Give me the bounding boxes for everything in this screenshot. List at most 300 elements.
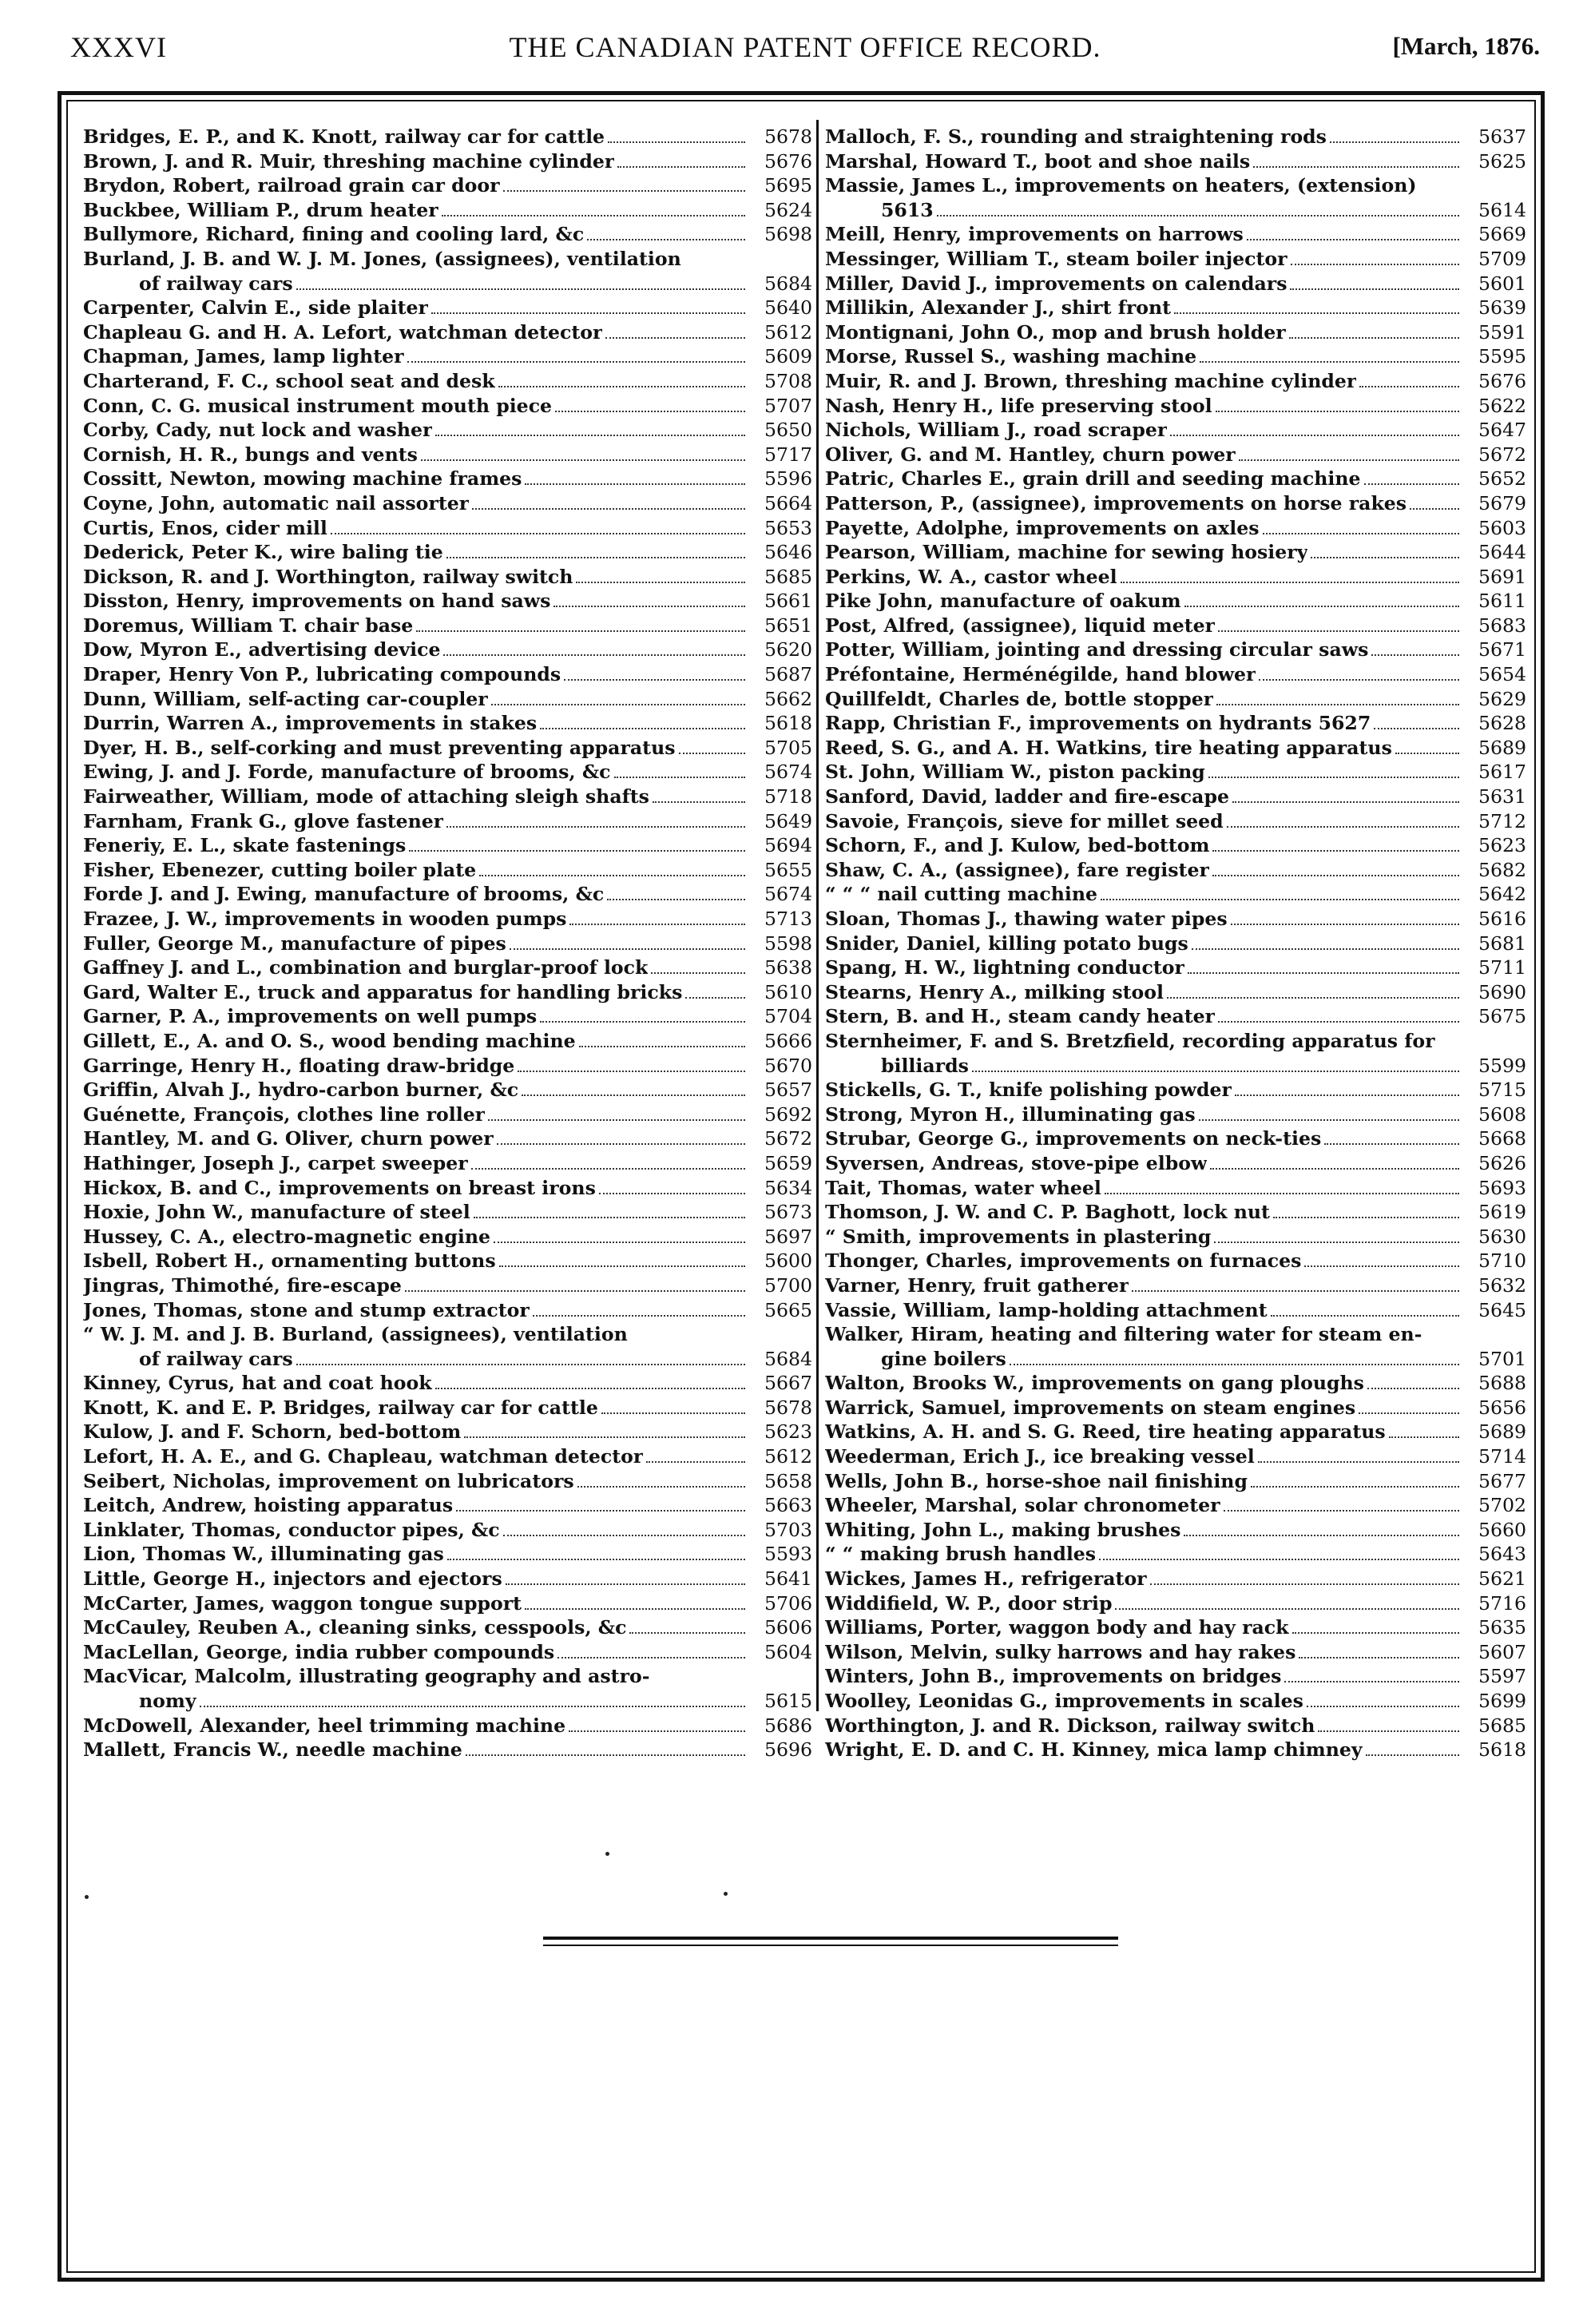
index-entry xyxy=(825,443,1526,467)
index-entry xyxy=(825,1640,1526,1665)
entry-text: Kulow, J. and F. Schorn, bed-bottom xyxy=(83,1420,462,1444)
entry-text: Winters, John B., improvements on bridges xyxy=(825,1665,1282,1688)
entry-text: Carpenter, Calvin E., side plaiter xyxy=(83,296,428,320)
index-entry xyxy=(825,1151,1526,1176)
index-entry xyxy=(83,320,812,345)
index-entry xyxy=(825,1444,1526,1469)
entry-text: Pearson, William, machine for sewing hosiery xyxy=(825,541,1308,564)
dot-leader xyxy=(972,1071,1459,1072)
dot-leader xyxy=(685,997,745,999)
index-entry xyxy=(825,369,1526,394)
dot-leader xyxy=(1359,1412,1459,1414)
patent-number: 5675 xyxy=(1478,1005,1526,1028)
entry-text: Quillfeldt, Charles de, bottle stopper xyxy=(825,687,1214,710)
index-entry xyxy=(83,638,812,662)
dot-leader xyxy=(1374,728,1459,729)
index-entry xyxy=(825,418,1526,443)
index-entry xyxy=(83,369,812,394)
entry-text: Strong, Myron H., illuminating gas xyxy=(825,1102,1196,1126)
entry-text: Fuller, George M., manufacture of pipes xyxy=(83,932,506,955)
dot-leader xyxy=(1188,972,1459,974)
entry-text: Seibert, Nicholas, improvement on lubricators xyxy=(83,1469,574,1492)
index-entry xyxy=(83,565,812,590)
patent-number: 5664 xyxy=(764,491,812,514)
patent-number: 5673 xyxy=(764,1201,812,1224)
index-entry xyxy=(825,1567,1526,1591)
index-entry xyxy=(825,1371,1526,1396)
patent-number: 5711 xyxy=(1478,956,1526,979)
entry-text: Durrin, Warren A., improvements in stakes xyxy=(83,712,538,735)
entry-text: Dow, Myron E., advertising device xyxy=(83,638,441,661)
index-entry xyxy=(83,467,812,491)
index-entry xyxy=(825,858,1526,883)
entry-text: Corby, Cady, nut lock and washer xyxy=(83,419,433,442)
patent-number: 5694 xyxy=(764,834,812,857)
dot-leader xyxy=(474,1217,745,1218)
patent-number: 5649 xyxy=(764,809,812,832)
entry-text: Oliver, G. and M. Hantley, churn power xyxy=(825,443,1236,466)
entry-text: Marshal, Howard T., boot and shoe nails xyxy=(825,149,1251,173)
issue-date: [March, 1876. xyxy=(1392,32,1540,60)
entry-text: Wells, John B., horse-shoe nail finishing xyxy=(825,1469,1248,1492)
patent-number: 5617 xyxy=(1478,761,1526,784)
index-entry xyxy=(825,467,1526,491)
entry-text: Sanford, David, ladder and fire-escape xyxy=(825,785,1229,808)
patent-number: 5654 xyxy=(1478,663,1526,686)
index-entry xyxy=(825,638,1526,662)
index-entry xyxy=(825,1689,1526,1714)
entry-text: Hussey, C. A., electro-magnetic engine xyxy=(83,1225,490,1248)
dot-leader xyxy=(1192,948,1459,950)
patent-number: 5685 xyxy=(1478,1714,1526,1737)
index-entry xyxy=(83,736,812,761)
entry-text: Brydon, Robert, railroad grain car door xyxy=(83,174,500,197)
index-entry xyxy=(825,1420,1526,1444)
patent-number: 5646 xyxy=(764,541,812,564)
patent-number: 5661 xyxy=(764,590,812,613)
dot-leader xyxy=(464,1436,745,1438)
entry-text: Dickson, R. and J. Worthington, railway switch xyxy=(83,565,573,588)
entry-text: Bullymore, Richard, fining and cooling lard, &c xyxy=(83,223,585,246)
patent-number: 5701 xyxy=(1478,1347,1526,1370)
patent-number: 5657 xyxy=(764,1079,812,1102)
patent-number: 5695 xyxy=(764,174,812,197)
entry-text: Walker, Hiram, heating and filtering water for steam en- xyxy=(825,1323,1422,1346)
entry-text: Stern, B. and H., steam candy heater xyxy=(825,1005,1216,1028)
index-entry xyxy=(825,565,1526,590)
dot-leader xyxy=(1235,1094,1459,1096)
index-entry xyxy=(825,809,1526,834)
patent-number: 5672 xyxy=(1478,443,1526,466)
dot-leader xyxy=(442,215,745,217)
dot-leader xyxy=(1174,312,1459,314)
dot-leader xyxy=(1330,141,1459,143)
patent-number: 5625 xyxy=(1478,149,1526,173)
dot-leader xyxy=(1311,557,1459,558)
page-header xyxy=(70,30,1540,75)
dot-leader xyxy=(479,875,745,876)
patent-number: 5652 xyxy=(1478,467,1526,491)
index-entry xyxy=(83,589,812,614)
entry-text: Meill, Henry, improvements on harrows xyxy=(825,223,1244,246)
entry-text: Payette, Adolphe, improvements on axles xyxy=(825,516,1260,539)
dot-leader xyxy=(1105,1193,1459,1194)
entry-text: of railway cars xyxy=(139,272,293,295)
dot-leader xyxy=(1318,1730,1459,1732)
entry-text: “ W. J. M. and J. B. Burland, (assignees), ventilation xyxy=(83,1323,628,1346)
patent-number: 5707 xyxy=(764,394,812,417)
index-entry xyxy=(83,1102,812,1127)
dot-leader xyxy=(605,337,745,339)
patent-number: 5628 xyxy=(1478,712,1526,735)
patent-number: 5687 xyxy=(764,663,812,686)
patent-number: 5624 xyxy=(764,198,812,221)
entry-text: McCarter, James, waggon tongue support xyxy=(83,1591,522,1615)
dot-leader xyxy=(525,1608,745,1610)
entry-text: Lion, Thomas W., illuminating gas xyxy=(83,1543,444,1566)
entry-text: Dyer, H. B., self-corking and must preventing apparatus xyxy=(83,736,676,759)
entry-text: billiards xyxy=(881,1054,969,1077)
dot-leader xyxy=(1291,264,1459,265)
patent-number: 5716 xyxy=(1478,1591,1526,1615)
patent-number: 5693 xyxy=(1478,1176,1526,1199)
index-entry xyxy=(825,1249,1526,1273)
dot-leader xyxy=(1304,1265,1459,1267)
index-entry xyxy=(825,1591,1526,1616)
dot-leader xyxy=(1208,777,1459,778)
patent-number: 5621 xyxy=(1478,1567,1526,1591)
entry-text: Guénette, François, clothes line roller xyxy=(83,1102,486,1126)
patent-number: 5645 xyxy=(1478,1298,1526,1321)
patent-number: 5642 xyxy=(1478,883,1526,906)
dot-leader xyxy=(456,1510,745,1512)
entry-text: Ewing, J. and J. Forde, manufacture of brooms, &c xyxy=(83,761,611,784)
index-entry xyxy=(83,1444,812,1469)
dot-leader xyxy=(646,1461,745,1463)
closing-rule xyxy=(543,1937,1118,1951)
entry-text: Dunn, William, self-acting car-coupler xyxy=(83,687,488,710)
patent-number: 5698 xyxy=(764,223,812,246)
dot-leader xyxy=(608,141,745,143)
index-entry xyxy=(825,1322,1526,1347)
dot-leader xyxy=(510,948,745,950)
patent-number: 5597 xyxy=(1478,1665,1526,1688)
dot-leader xyxy=(1366,1754,1459,1756)
entry-text: Garner, P. A., improvements on well pumps xyxy=(83,1005,538,1028)
dot-leader xyxy=(1184,1535,1459,1536)
patent-number: 5672 xyxy=(764,1127,812,1150)
index-entry xyxy=(825,1542,1526,1567)
dot-leader xyxy=(1167,997,1459,999)
entry-text: Hickox, B. and C., improvements on breast irons xyxy=(83,1176,596,1199)
entry-text: Weederman, Erich J., ice breaking vessel xyxy=(825,1445,1255,1468)
patent-number: 5666 xyxy=(764,1029,812,1052)
entry-text: Chapleau G. and H. A. Lefort, watchman detector xyxy=(83,320,603,344)
dot-leader xyxy=(1271,1315,1459,1317)
dot-leader xyxy=(296,288,745,290)
entry-text: Bridges, E. P., and K. Knott, railway car for cattle xyxy=(83,125,605,148)
entry-text: Chapman, James, lamp lighter xyxy=(83,345,404,368)
index-entry xyxy=(83,296,812,320)
patent-number: 5696 xyxy=(764,1738,812,1762)
entry-text: MacVicar, Malcolm, illustrating geography and astro- xyxy=(83,1665,650,1688)
index-entry xyxy=(825,1225,1526,1249)
patent-number: 5611 xyxy=(1478,590,1526,613)
patent-number: 5663 xyxy=(764,1494,812,1517)
patent-number: 5658 xyxy=(764,1469,812,1492)
patent-number: 5639 xyxy=(1478,296,1526,320)
index-entry xyxy=(83,247,812,272)
entry-text: Conn, C. G. musical instrument mouth piece xyxy=(83,394,553,417)
patent-number: 5710 xyxy=(1478,1249,1526,1273)
index-entry xyxy=(83,1054,812,1079)
entry-text: Nichols, William J., road scraper xyxy=(825,419,1168,442)
index-entry xyxy=(83,394,812,419)
entry-text: Stearns, Henry A., milking stool xyxy=(825,980,1164,1003)
entry-text: nomy xyxy=(139,1690,196,1712)
dot-leader xyxy=(599,1193,745,1194)
index-entry xyxy=(83,785,812,809)
dot-leader xyxy=(518,1071,745,1072)
dot-leader xyxy=(1258,1461,1459,1463)
double-rule-top xyxy=(543,1937,1118,1940)
index-entry xyxy=(825,1102,1526,1127)
entry-text: Knott, K. and E. P. Bridges, railway car for cattle xyxy=(83,1396,598,1419)
patent-number: 5601 xyxy=(1478,272,1526,295)
index-entry xyxy=(825,1493,1526,1518)
patent-number: 5655 xyxy=(764,858,812,881)
dot-leader xyxy=(1289,337,1459,339)
entry-text: Draper, Henry Von P., lubricating compounds xyxy=(83,663,561,686)
index-entry xyxy=(83,1567,812,1591)
dot-leader xyxy=(1184,606,1459,607)
entry-text: Cornish, H. R., bungs and vents xyxy=(83,443,418,466)
index-entry xyxy=(83,1273,812,1298)
index-entry xyxy=(83,1347,812,1372)
entry-text: Thomson, J. W. and C. P. Baghott, lock nut xyxy=(825,1201,1270,1224)
patent-number: 5665 xyxy=(764,1298,812,1321)
patent-number: 5612 xyxy=(764,320,812,344)
dot-leader xyxy=(1227,826,1459,828)
patent-number: 5667 xyxy=(764,1372,812,1395)
entry-text: Sloan, Thomas J., thawing water pipes xyxy=(825,908,1228,930)
index-entry xyxy=(825,1054,1526,1079)
dot-leader xyxy=(937,215,1459,217)
index-entry xyxy=(83,1126,812,1151)
entry-text: Préfontaine, Herménégilde, hand blower xyxy=(825,663,1256,686)
index-entry xyxy=(825,1029,1526,1054)
index-entry xyxy=(825,736,1526,761)
entry-text: Nash, Henry H., life preserving stool xyxy=(825,394,1212,417)
dot-leader xyxy=(579,1046,745,1047)
patent-number: 5705 xyxy=(764,736,812,759)
patent-number: 5678 xyxy=(764,125,812,148)
patent-number: 5683 xyxy=(1478,614,1526,637)
index-entry xyxy=(83,833,812,858)
patent-number: 5596 xyxy=(764,467,812,491)
entry-text: Muir, R. and J. Brown, threshing machine cylinder xyxy=(825,369,1357,392)
entry-text: Savoie, François, sieve for millet seed xyxy=(825,809,1224,832)
entry-text: Malloch, F. S., rounding and straightening rods xyxy=(825,125,1327,148)
dot-leader xyxy=(503,190,745,192)
index-entry xyxy=(825,320,1526,345)
dot-leader xyxy=(1253,166,1459,168)
index-entry xyxy=(83,1151,812,1176)
index-entry xyxy=(825,833,1526,858)
index-entry xyxy=(825,1664,1526,1689)
entry-text: Feneriy, E. L., skate fastenings xyxy=(83,834,407,857)
dot-leader xyxy=(1224,1510,1459,1512)
patent-number: 5709 xyxy=(1478,247,1526,270)
index-entry xyxy=(825,125,1526,149)
entry-text: Hoxie, John W., manufacture of steel xyxy=(83,1201,470,1224)
index-entry xyxy=(83,1029,812,1054)
dot-leader xyxy=(540,728,745,729)
entry-text: Coyne, John, automatic nail assorter xyxy=(83,491,470,514)
dot-leader xyxy=(416,630,745,632)
index-entry xyxy=(83,418,812,443)
patent-number: 5647 xyxy=(1478,419,1526,442)
entry-text: Williams, Porter, waggon body and hay rack xyxy=(825,1616,1289,1639)
index-entry xyxy=(83,1591,812,1616)
patent-number: 5623 xyxy=(1478,834,1526,857)
patent-number: 5697 xyxy=(764,1225,812,1248)
index-entry xyxy=(825,711,1526,736)
entry-text: Morse, Russel S., washing machine xyxy=(825,345,1197,368)
entry-text: Snider, Daniel, killing potato bugs xyxy=(825,932,1188,955)
dot-leader xyxy=(1010,1364,1459,1365)
entry-text: Gaffney J. and L., combination and burglar-proof lock xyxy=(83,956,649,979)
patent-number: 5616 xyxy=(1478,908,1526,930)
patent-number: 5708 xyxy=(764,369,812,392)
patent-number: 5717 xyxy=(764,443,812,466)
patent-number: 5677 xyxy=(1478,1469,1526,1492)
entry-text: Varner, Henry, fruit gatherer xyxy=(825,1273,1129,1297)
dot-leader xyxy=(1284,1681,1459,1682)
index-entry xyxy=(83,1469,812,1494)
entry-text: Montignani, John O., mop and brush holder xyxy=(825,320,1286,344)
entry-text: Massie, James L., improvements on heaters, (extension) xyxy=(825,174,1417,197)
patent-number: 5640 xyxy=(764,296,812,320)
dot-leader xyxy=(629,1632,745,1634)
patent-number: 5595 xyxy=(1478,345,1526,368)
entry-text: Strubar, George G., improvements on neck-ties xyxy=(825,1127,1322,1150)
dot-leader xyxy=(471,1168,745,1170)
patent-number: 5676 xyxy=(764,149,812,173)
dot-leader xyxy=(405,1290,745,1292)
patent-number: 5593 xyxy=(764,1543,812,1566)
entry-text: Gard, Walter E., truck and apparatus for handling bricks xyxy=(83,980,683,1003)
index-entry xyxy=(825,272,1526,296)
dot-leader xyxy=(601,1412,745,1414)
patent-number: 5653 xyxy=(764,516,812,539)
patent-number: 5619 xyxy=(1478,1201,1526,1224)
patent-number: 5685 xyxy=(764,565,812,588)
index-entry xyxy=(83,932,812,956)
patent-number: 5632 xyxy=(1478,1273,1526,1297)
dot-leader xyxy=(1216,704,1459,705)
entry-text: Fisher, Ebenezer, cutting boiler plate xyxy=(83,858,477,881)
patent-number: 5626 xyxy=(1478,1151,1526,1174)
dot-leader xyxy=(1364,483,1460,485)
index-entry xyxy=(825,540,1526,565)
patent-number: 5668 xyxy=(1478,1127,1526,1150)
dot-leader xyxy=(555,411,745,412)
index-entry xyxy=(825,907,1526,932)
index-entry xyxy=(83,1225,812,1249)
dot-leader xyxy=(553,606,745,607)
entry-text: Jones, Thomas, stone and stump extractor xyxy=(83,1298,530,1321)
index-entry xyxy=(825,932,1526,956)
dot-leader xyxy=(1371,654,1459,656)
index-entry xyxy=(825,149,1526,174)
index-entry xyxy=(83,198,812,223)
patent-number: 5700 xyxy=(764,1273,812,1297)
entry-text: Jingras, Thimothé, fire-escape xyxy=(83,1273,402,1297)
dot-leader xyxy=(576,582,745,583)
index-entry xyxy=(83,1518,812,1543)
entry-text: McDowell, Alexander, heel trimming machine xyxy=(83,1714,566,1737)
dot-leader xyxy=(407,361,745,363)
print-speck xyxy=(724,1892,728,1896)
entry-text: Gillett, E., A. and O. S., wood bending machine xyxy=(83,1029,576,1052)
patent-number: 5689 xyxy=(1478,1420,1526,1444)
entry-text: Syversen, Andreas, stove-pipe elbow xyxy=(825,1151,1208,1174)
patent-number: 5718 xyxy=(764,785,812,808)
index-entry xyxy=(825,955,1526,980)
index-entry xyxy=(83,1714,812,1738)
entry-text: Patterson, P., (assignee), improvements on horse rakes xyxy=(825,491,1407,514)
dot-leader xyxy=(1410,508,1459,510)
dot-leader xyxy=(1212,875,1459,876)
entry-text: Burland, J. B. and W. J. M. Jones, (assignees), ventilation xyxy=(83,247,681,270)
page-number: XXXVI xyxy=(70,31,167,63)
index-entry xyxy=(825,1714,1526,1738)
entry-text: Lefort, H. A. E., and G. Chapleau, watchman detector xyxy=(83,1445,644,1468)
dot-leader xyxy=(431,312,745,314)
entry-text: Brown, J. and R. Muir, threshing machine cylinder xyxy=(83,149,615,173)
dot-leader xyxy=(1307,1706,1459,1707)
index-entry xyxy=(825,1200,1526,1225)
entry-text: 5613 xyxy=(881,198,934,221)
patent-number: 5610 xyxy=(764,980,812,1003)
dot-leader xyxy=(679,753,745,754)
entry-text: Disston, Henry, improvements on hand saws xyxy=(83,590,551,613)
patent-number: 5713 xyxy=(764,908,812,930)
index-entry xyxy=(825,1078,1526,1102)
patent-number: 5674 xyxy=(764,883,812,906)
entry-text: Charterand, F. C., school seat and desk xyxy=(83,369,495,392)
dot-leader xyxy=(497,1143,745,1145)
dot-leader xyxy=(1099,1559,1459,1560)
patent-number: 5714 xyxy=(1478,1445,1526,1468)
patent-number: 5637 xyxy=(1478,125,1526,148)
index-entry xyxy=(825,516,1526,541)
patent-number: 5686 xyxy=(764,1714,812,1737)
entry-text: Linklater, Thomas, conductor pipes, &c xyxy=(83,1518,500,1541)
entry-text: Curtis, Enos, cider mill xyxy=(83,516,327,539)
dot-leader xyxy=(1389,1436,1459,1438)
index-entry xyxy=(83,1396,812,1420)
column-divider xyxy=(816,120,819,1711)
patent-number: 5618 xyxy=(1478,1738,1526,1762)
entry-text: Worthington, J. and R. Dickson, railway switch xyxy=(825,1714,1315,1737)
dot-leader xyxy=(494,1241,745,1243)
patent-number: 5676 xyxy=(1478,369,1526,392)
dot-leader xyxy=(1324,1143,1459,1145)
index-entry xyxy=(83,1493,812,1518)
patent-number: 5678 xyxy=(764,1396,812,1419)
